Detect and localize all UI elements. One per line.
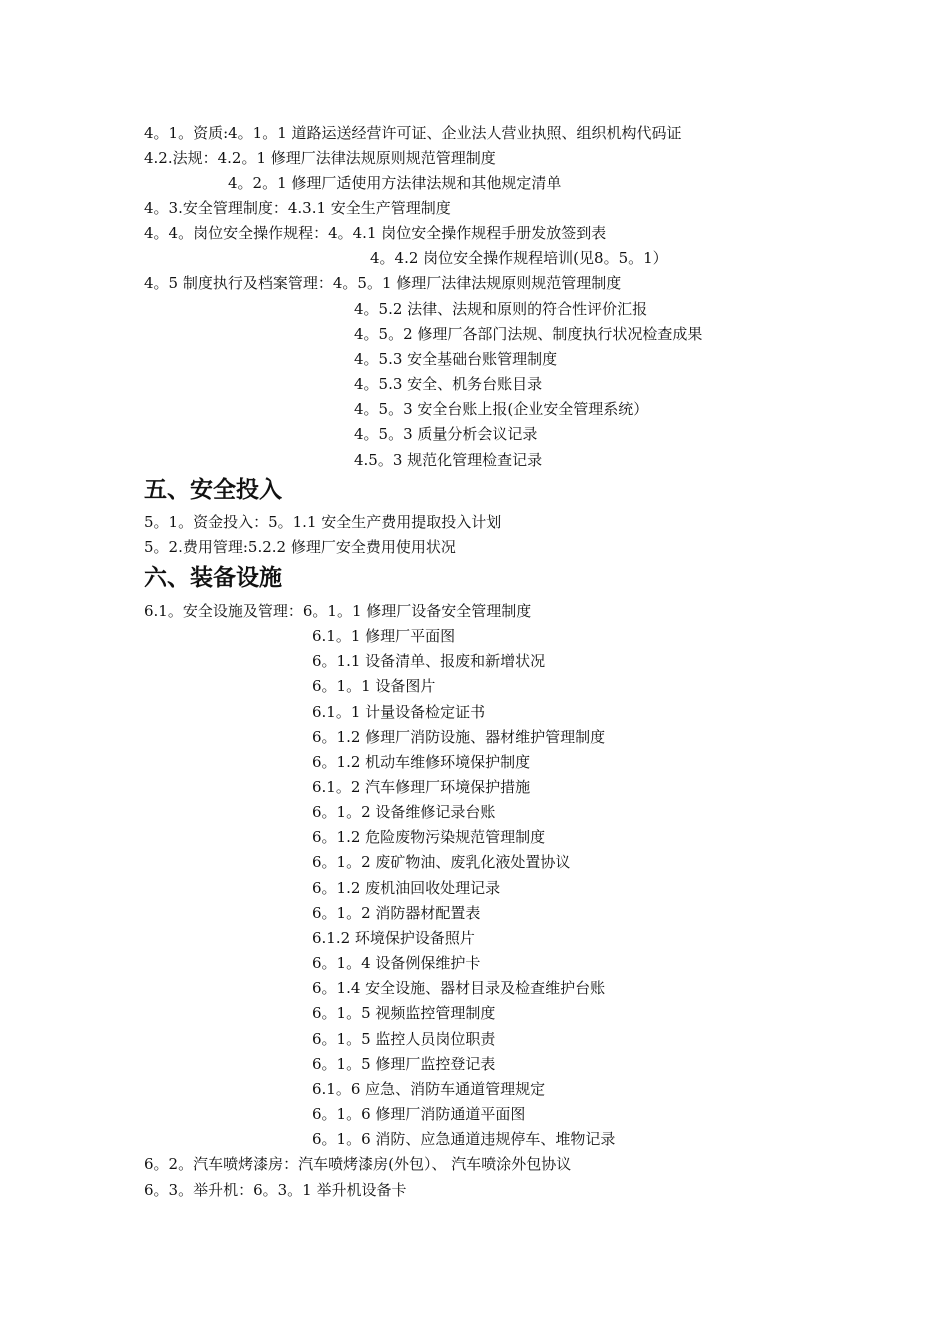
text-line-6-1-m: 6.1.2 环境保护设备照片	[312, 929, 475, 947]
text-line-6-1-b: 6。1.1 设备清单、报废和新增状况	[312, 652, 546, 670]
text-line-6-1-f: 6。1.2 机动车维修环境保护制度	[312, 753, 531, 771]
text-line-6-1-n: 6。1。4 设备例保维护卡	[312, 954, 481, 972]
text-line-4-5-b: 4。5。2 修理厂各部门法规、制度执行状况检查成果	[354, 325, 703, 343]
text-line-4-5-e: 4。5。3 安全台账上报(企业安全管理系统）	[354, 400, 649, 418]
text-line-6-1-q: 6。1。5 监控人员岗位职责	[312, 1030, 496, 1048]
text-line-6-3: 6。3。举升机：6。3。1 举升机设备卡	[144, 1181, 407, 1199]
section-heading-6: 六、装备设施	[144, 565, 282, 591]
text-line-6-1-h: 6。1。2 设备维修记录台账	[312, 803, 496, 821]
text-line-4-5-g: 4.5。3 规范化管理检查记录	[354, 451, 543, 469]
text-line-6-1-r: 6。1。5 修理厂监控登记表	[312, 1055, 496, 1073]
text-line-4-4-2: 4。4.2 岗位安全操作规程培训(见8。5。1）	[370, 249, 668, 267]
text-line-6-1-u: 6。1。6 消防、应急通道违规停车、堆物记录	[312, 1130, 616, 1148]
text-line-6-2: 6。2。汽车喷烤漆房：汽车喷烤漆房(外包）、 汽车喷涂外包协议	[144, 1155, 572, 1173]
text-line-4-2-1: 4。2。1 修理厂适使用方法律法规和其他规定清单	[228, 174, 562, 192]
text-line-6-1-k: 6。1.2 废机油回收处理记录	[312, 879, 501, 897]
text-line-6-1: 6.1。安全设施及管理：6。1。1 修理厂设备安全管理制度	[144, 602, 532, 620]
text-line-5-2: 5。2.费用管理:5.2.2 修理厂安全费用使用状况	[144, 538, 456, 556]
text-line-5-1: 5。1。资金投入：5。1.1 安全生产费用提取投入计划	[144, 513, 502, 531]
text-line-4-1: 4。1。资质:4。1。1 道路运送经营许可证、企业法人营业执照、组织机构代码证	[144, 124, 682, 142]
text-line-6-1-l: 6。1。2 消防器材配置表	[312, 904, 481, 922]
text-line-6-1-e: 6。1.2 修理厂消防设施、器材维护管理制度	[312, 728, 606, 746]
text-line-6-1-i: 6。1.2 危险废物污染规范管理制度	[312, 828, 546, 846]
text-line-4-5-d: 4。5.3 安全、机务台账目录	[354, 375, 543, 393]
text-line-6-1-a: 6.1。1 修理厂平面图	[312, 627, 456, 645]
text-line-6-1-j: 6。1。2 废矿物油、废乳化液处置协议	[312, 853, 571, 871]
text-line-6-1-g: 6.1。2 汽车修理厂环境保护措施	[312, 778, 531, 796]
text-line-6-1-d: 6.1。1 计量设备检定证书	[312, 703, 486, 721]
text-line-4-2: 4.2.法规：4.2。1 修理厂法律法规原则规范管理制度	[144, 149, 496, 167]
text-line-4-5-a: 4。5.2 法律、法规和原则的符合性评价汇报	[354, 300, 648, 318]
text-line-6-1-p: 6。1。5 视频监控管理制度	[312, 1004, 496, 1022]
text-line-6-1-o: 6。1.4 安全设施、器材目录及检查维护台账	[312, 979, 606, 997]
text-line-4-5: 4。5 制度执行及档案管理：4。5。1 修理厂法律法规原则规范管理制度	[144, 274, 622, 292]
text-line-4-3: 4。3.安全管理制度：4.3.1 安全生产管理制度	[144, 199, 451, 217]
text-line-6-1-c: 6。1。1 设备图片	[312, 677, 436, 695]
section-heading-5: 五、安全投入	[144, 477, 282, 503]
text-line-4-4: 4。4。岗位安全操作规程：4。4.1 岗位安全操作规程手册发放签到表	[144, 224, 607, 242]
text-line-4-5-f: 4。5。3 质量分析会议记录	[354, 425, 538, 443]
text-line-6-1-t: 6。1。6 修理厂消防通道平面图	[312, 1105, 526, 1123]
text-line-6-1-s: 6.1。6 应急、消防车通道管理规定	[312, 1080, 546, 1098]
text-line-4-5-c: 4。5.3 安全基础台账管理制度	[354, 350, 558, 368]
